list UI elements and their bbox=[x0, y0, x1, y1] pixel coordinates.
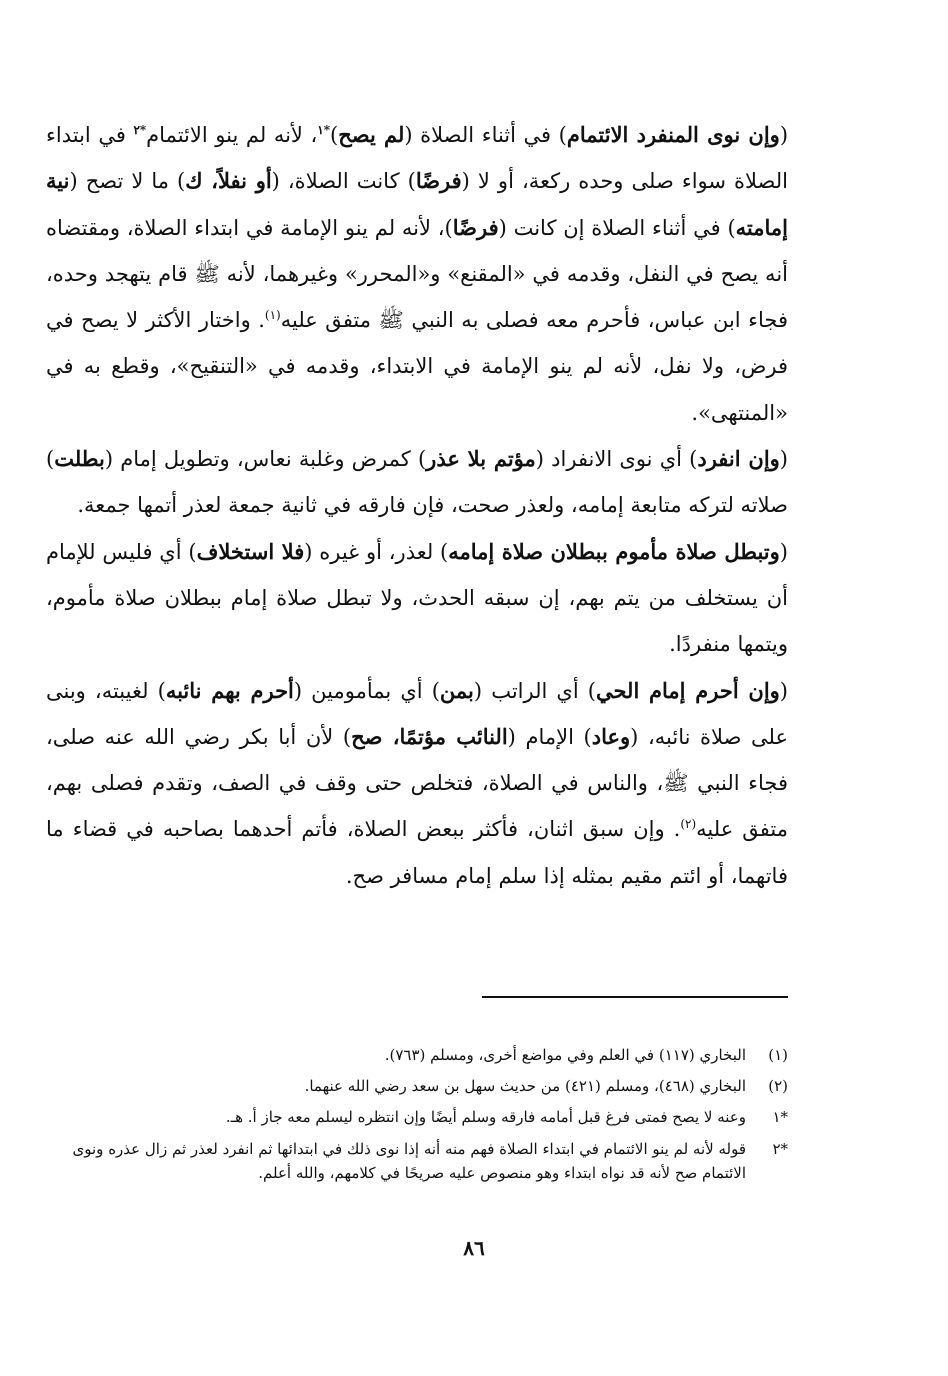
footnote-1 bbox=[46, 1040, 788, 1071]
matn-text: النائب مؤتمًا، صح bbox=[351, 723, 508, 749]
matn-text: وإن أحرم إمام الحي bbox=[596, 677, 780, 703]
matn-text: فرضًا bbox=[415, 168, 462, 194]
note-marker: *١ bbox=[317, 123, 330, 137]
matn-text: بمن bbox=[439, 677, 474, 703]
matn-text: أحرم بهم نائبه bbox=[165, 677, 294, 703]
matn-text: وإن نوى المنفرد الائتمام bbox=[566, 122, 780, 147]
footnote-number: (١) bbox=[768, 1046, 788, 1064]
footnote-number: *٢ bbox=[772, 1140, 788, 1158]
note-marker: (١) bbox=[264, 308, 281, 323]
sharh-text: ( bbox=[779, 678, 788, 703]
paragraph-3 bbox=[46, 529, 788, 668]
matn-text: وتبطل صلاة مأموم ببطلان صلاة إمامه bbox=[448, 538, 780, 564]
sharh-text: ) bbox=[329, 123, 339, 147]
sharh-text: ) أي الراتب ( bbox=[473, 678, 596, 703]
footnote-text: وعنه لا يصح فمتى فرغ قبل أمامه فارقه وسلم أيضًا وإن انتظره ليسلم معه جاز أ. هـ. bbox=[225, 1108, 746, 1126]
footnote-number: (٢) bbox=[768, 1077, 788, 1095]
footnote-text: البخاري (٤٦٨)، ومسلم (٤٢١) من حديث سهل بن سعد رضي الله عنهما. bbox=[304, 1077, 746, 1095]
sharh-text: ) في أثناء الصلاة ( bbox=[404, 123, 567, 147]
matn-text: مؤتم بلا عذر bbox=[426, 446, 536, 472]
sharh-text: )، لأنه لم ينو الإمامة في ابتداء الصلاة، ومقتضاه أنه يصح في النفل، وقدمه في «المقنع» و«المحرر» وغيرهما، لأنه ﷺ قام يتهجد وحده، فجاء ابن عباس، فأحرم معه فصلى به النبي ﷺ متفق عليه bbox=[46, 215, 788, 333]
matn-text: أو نفلاً، ك bbox=[185, 168, 272, 194]
sharh-text: ) أي نوى الانفراد ( bbox=[535, 447, 698, 472]
sharh-text: ) في أثناء الصلاة إن كانت ( bbox=[498, 215, 736, 240]
sharh-text: في ابتداء الصلاة سواء صلى وحده ركعة، أو لا ( bbox=[46, 123, 788, 194]
sharh-text: ) كمرض وغلبة نعاس، وتطويل إمام ( bbox=[104, 447, 427, 472]
sharh-text: ) ما لا تصح ( bbox=[69, 169, 186, 194]
sharh-text: ( bbox=[779, 447, 788, 472]
matn-text: فرضًا bbox=[452, 214, 499, 240]
footnote-star-1 bbox=[46, 1102, 788, 1133]
matn-text: وإن انفرد bbox=[697, 446, 780, 472]
matn-text: بطلت bbox=[54, 446, 105, 472]
sharh-text: . واختار الأكثر لا يصح في فرض، ولا نفل، لأنه لم ينو الإمامة في الابتداء، وقدمه في «التنقيح»، وقطع به في «المنتهى». bbox=[46, 308, 788, 425]
paragraph-1 bbox=[46, 112, 788, 436]
sharh-text: ) أي فليس للإمام أن يستخلف من يتم بهم، إن سبقه الحدث، ولا تبطل صلاة إمام ببطلان صلاة مأموم، ويتمها منفردًا. bbox=[46, 539, 788, 657]
sharh-text: ) صلاته لتركه متابعة إمامه، ولعذر صحت، فإن فارقه في ثانية جمعة لعذر أتمها جمعة. bbox=[46, 447, 788, 518]
matn-text: فلا استخلاف bbox=[196, 538, 305, 564]
sharh-text: ) كانت الصلاة، ( bbox=[271, 169, 416, 194]
matn-text: لم يصح bbox=[338, 122, 405, 147]
note-marker: *٢ bbox=[133, 123, 147, 137]
sharh-text: ) لغيبته، وبنى على صلاة نائبه، ( bbox=[46, 678, 789, 749]
sharh-text: ) أي بمأمومين ( bbox=[293, 678, 440, 703]
footnote-divider bbox=[482, 996, 788, 998]
footnote-number: *١ bbox=[772, 1108, 788, 1126]
matn-text: وعاد bbox=[591, 723, 631, 749]
sharh-text: ) لأن أبا بكر رضي الله عنه صلى، فجاء النبي ﷺ، والناس في الصلاة، فتخلص حتى وقف في الصف، وتقدم فصلى بهم، متفق عليه bbox=[46, 724, 789, 842]
sharh-text: ( bbox=[779, 123, 789, 147]
sharh-text: ، لأنه لم ينو الائتمام bbox=[146, 123, 318, 147]
paragraph-4 bbox=[46, 668, 788, 899]
main-text bbox=[46, 112, 788, 899]
sharh-text: ) الإمام ( bbox=[507, 724, 592, 749]
footnote-star-2 bbox=[46, 1137, 788, 1185]
note-marker: (٢) bbox=[680, 817, 697, 832]
footnote-text: قوله لأنه لم ينو الائتمام في ابتداء الصلاة فهم منه أنه إذا نوى ذلك في ابتدائها ثم انفرد لعذر ثم زال عذره ونوى الائتمام صح لأنه قد نواه ابتداء وهو منصوص عليه صريحًا في كلامهم، والله أعلم. bbox=[72, 1140, 746, 1182]
paragraph-2 bbox=[46, 436, 788, 529]
footnote-2 bbox=[46, 1071, 788, 1102]
page-number: ٨٦ bbox=[463, 1236, 485, 1260]
sharh-text: ) لعذر، أو غيره ( bbox=[304, 539, 449, 564]
footnotes bbox=[46, 1040, 788, 1185]
footnote-text: البخاري (١١٧) في العلم وفي مواضع أخرى، ومسلم (٧٦٣). bbox=[384, 1046, 746, 1064]
matn-text: نية إمامته bbox=[46, 168, 788, 240]
sharh-text: ( bbox=[779, 539, 788, 564]
sharh-text: . وإن سبق اثنان، فأكثر ببعض الصلاة، فأتم أحدهما بصاحبه في قضاء ما فاتهما، أو ائتم مقيم بمثله إذا سلم إمام مسافر صح. bbox=[46, 817, 788, 888]
